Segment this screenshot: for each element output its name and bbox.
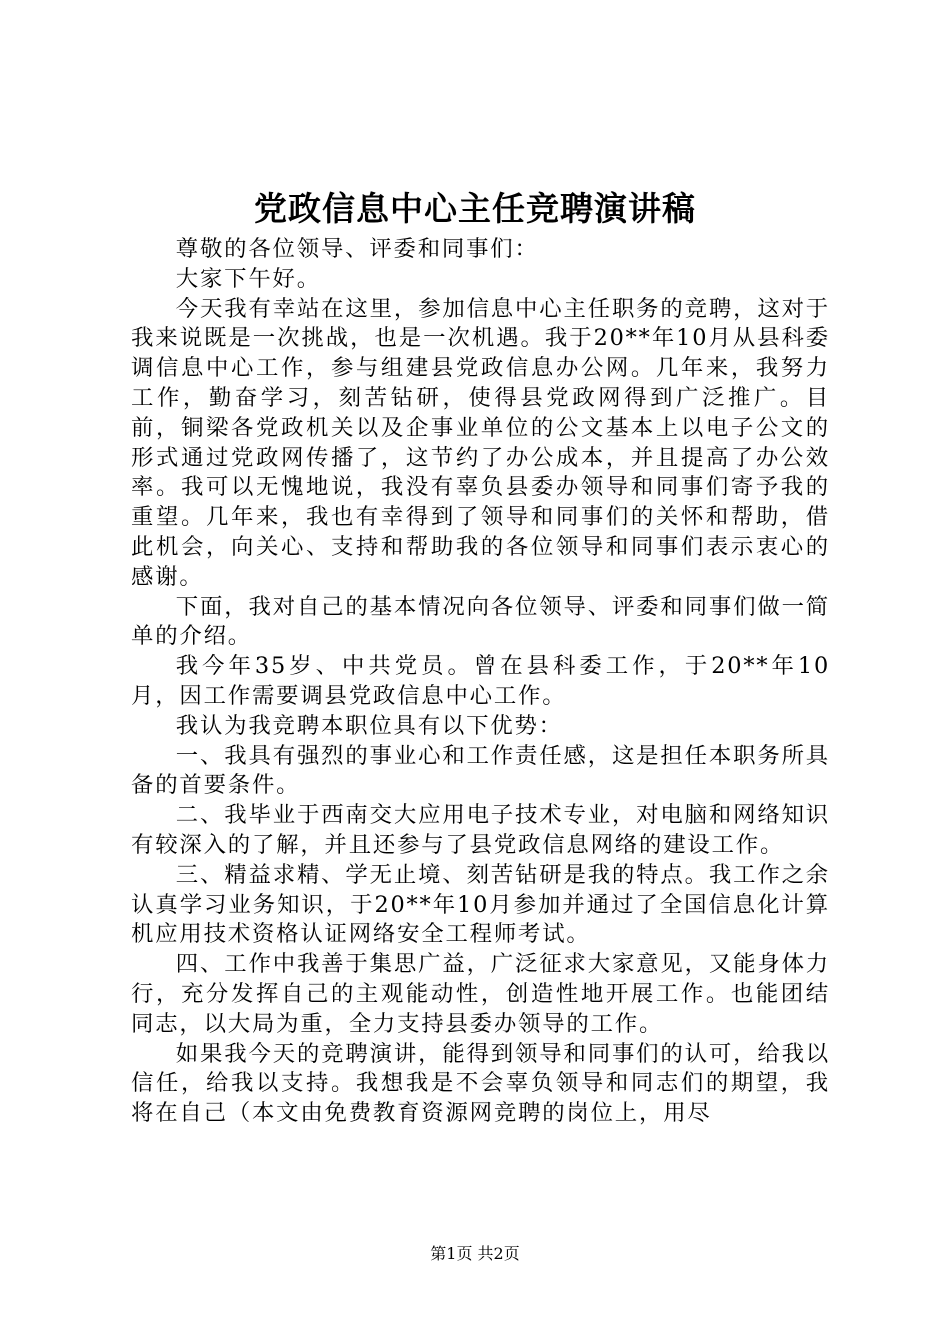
paragraph: 一、我具有强烈的事业心和工作责任感，这是担任本职务所具备的首要条件。 bbox=[131, 742, 830, 799]
document-body bbox=[131, 235, 830, 1129]
greeting: 大家下午好。 bbox=[175, 265, 321, 292]
paragraph: 我今年35岁、中共党员。曾在县科委工作，于20**年10月，因工作需要调县党政信息中心工作。 bbox=[131, 653, 830, 709]
paragraph: 今天我有幸站在这里，参加信息中心主任职务的竞聘，这对于我来说既是一次挑战，也是一次机遇。我于20**年10月从县科委调信息中心工作，参与组建县党政信息办公网。几年来，我努力工作，勤奋学习，刻苦钻研，使得县党政网得到广泛推广。目前，铜梁各党政机关以及企事业单位的公文基本上以电子公文的形式通过党政网传播了，这节约了办公成本，并且提高了办公效率。我可以无愧地说，我没有辜负县委办领导和同事们寄予我的重望。几年来，我也有幸得到了领导和同事们的关怀和帮助，借此机会，向关心、支持和帮助我的各位领导和同事们表示衷心的感谢。 bbox=[131, 295, 830, 590]
paragraph: 我认为我竞聘本职位具有以下优势： bbox=[175, 712, 563, 739]
paragraph: 如果我今天的竞聘演讲，能得到领导和同事们的认可，给我以信任，给我以支持。我想我是不会辜负领导和同志们的期望，我将在自己（本文由免费教育资源网竞聘的岗位上，用尽 bbox=[131, 1040, 830, 1127]
paragraph: 四、工作中我善于集思广益，广泛征求大家意见，又能身体力行，充分发挥自己的主观能动性，创造性地开展工作。也能团结同志，以大局为重，全力支持县委办领导的工作。 bbox=[131, 951, 830, 1037]
paragraph: 三、精益求精、学无止境、刻苦钻研是我的特点。我工作之余认真学习业务知识，于20**年10月参加并通过了全国信息化计算机应用技术资格认证网络安全工程师考试。 bbox=[131, 861, 830, 948]
salutation: 尊敬的各位领导、评委和同事们： bbox=[175, 236, 539, 262]
document-title: 党政信息中心主任竞聘演讲稿 bbox=[254, 189, 696, 228]
page-footer: 第1页 共2页 bbox=[430, 1244, 520, 1263]
paragraph: 二、我毕业于西南交大应用电子技术专业，对电脑和网络知识有较深入的了解，并且还参与了县党政信息网络的建设工作。 bbox=[131, 802, 830, 858]
paragraph: 下面，我对自己的基本情况向各位领导、评委和同事们做一简单的介绍。 bbox=[131, 593, 830, 650]
